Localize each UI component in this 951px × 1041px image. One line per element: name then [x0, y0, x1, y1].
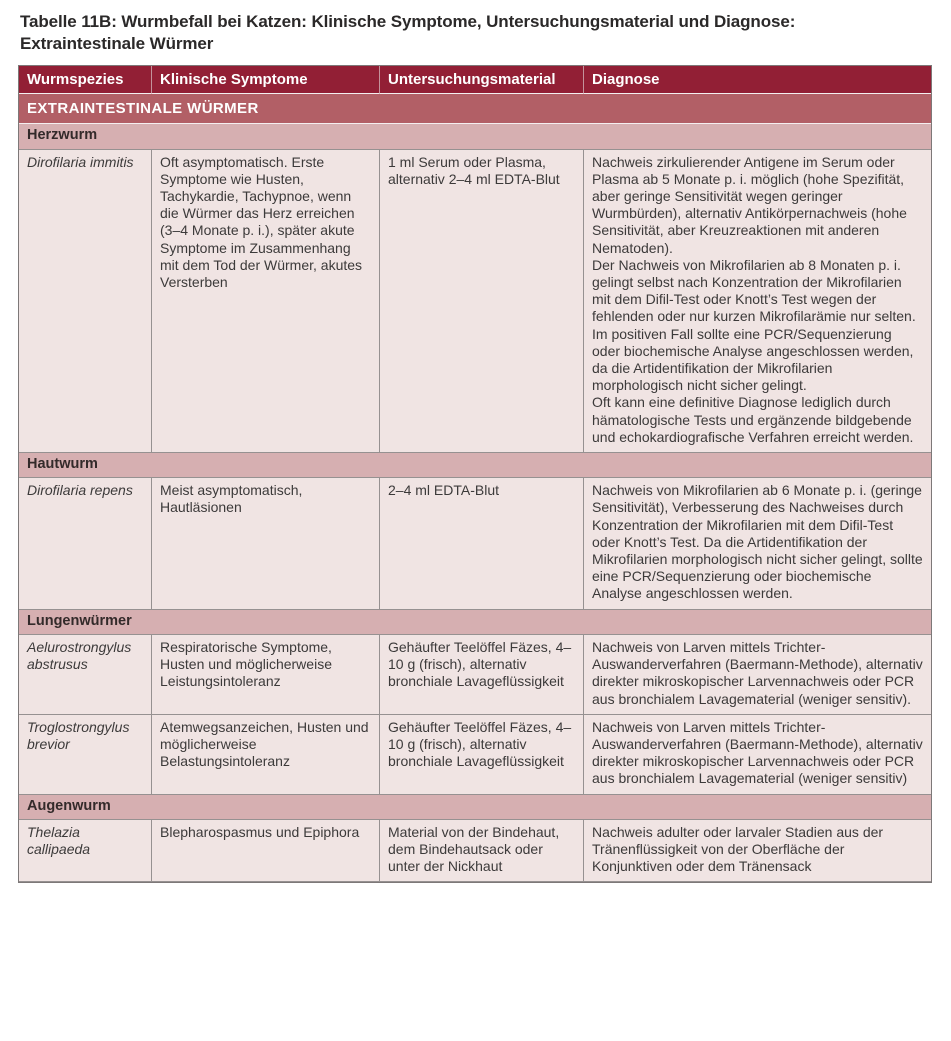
species-cell: Troglostrongylus brevior: [19, 715, 152, 795]
diagnosis-cell: [584, 635, 931, 715]
species-cell: Dirofilaria repens: [19, 478, 152, 609]
species-cell: Aelurostrongylus abstrusus: [19, 635, 152, 715]
section-label: Lungenwürmer: [19, 610, 931, 635]
diagnosis-cell: [584, 820, 931, 883]
table-header-row: [19, 66, 931, 94]
section-row-augenwurm: [19, 795, 931, 820]
diagnosis-cell: [584, 478, 931, 609]
diagnosis-paragraph: Nachweis zirkulierender Antigene im Serum oder Plasma ab 5 Monate p. i. möglich (hohe Spezifität, aber geringe Sensitivität wegen geringer Wurmbürden), alternativ Antikörpernachweis (hohe Sensitivität, aber Kreuzreaktionen mit anderen Nematoden).: [592, 153, 907, 256]
diagnosis-cell: [584, 715, 931, 795]
page-title-line-2: Extraintestinale Würmer: [20, 34, 214, 53]
material-cell: Material von der Bindehaut, dem Bindehautsack oder unter der Nickhaut: [380, 820, 584, 883]
section-row-lungenwuermer: [19, 610, 931, 635]
diagnosis-paragraph: Der Nachweis von Mikrofilarien ab 8 Monaten p. i. gelingt selbst nach Konzentration der Mikrofilarien mit dem Difil-Test oder Knott’s Test wegen der fehlenden oder nur kurzen Mikrofilarämie nur selten. Im positiven Fall sollte eine PCR/Sequenzierung oder biochemische Analyse angeschlossen werden, da die Artidentifikation der Mikrofilarien morphologisch nicht sicher gelingt.: [592, 256, 916, 394]
diagnosis-paragraph: Nachweis von Mikrofilarien ab 6 Monate p. i. (geringe Sensitivität), Verbesserung des Nachweises durch Konzentration der Mikrofilarien mit dem Difil-Test oder Knott’s Test. Da die Artidentifikation der Mikrofilarien morphologisch nicht sicher gelingt, sollte eine PCR/Sequenzierung oder biochemische Analyse angeschlossen werden.: [592, 482, 923, 602]
table-row-troglostrongylus-brevior: [19, 715, 931, 795]
table-row-aelurostrongylus-abstrusus: [19, 635, 931, 715]
species-cell: Dirofilaria immitis: [19, 150, 152, 453]
diagnosis-paragraph: Nachweis von Larven mittels Trichter-Auswanderverfahren (Baermann-Methode), alternativ direkter mikroskopischer Larvennachweis oder PCR aus bronchialem Lavagematerial (weniger sensitiv).: [592, 638, 923, 707]
material-cell: Gehäufter Teelöffel Fäzes, 4–10 g (frisch), alternativ bronchiale Lavageflüssigkeit: [380, 635, 584, 715]
material-cell: 2–4 ml EDTA-Blut: [380, 478, 584, 609]
table-row-dirofilaria-immitis: [19, 150, 931, 453]
diagnosis-paragraph: Nachweis adulter oder larvaler Stadien aus der Tränenflüssigkeit von der Oberfläche der Konjunktiven oder dem Tränensack: [592, 823, 884, 875]
page-title: [20, 11, 931, 55]
column-header-wurmspezies: Wurmspezies: [19, 66, 152, 94]
table-row-thelazia-callipaeda: [19, 820, 931, 883]
species-cell: Thelazia callipaeda: [19, 820, 152, 883]
section-label: Hautwurm: [19, 453, 931, 478]
group-header-label: EXTRAINTESTINALE WÜRMER: [19, 94, 931, 124]
section-label: Augenwurm: [19, 795, 931, 820]
document-page: [0, 11, 951, 1041]
worm-infestation-table: [18, 65, 932, 883]
section-row-herzwurm: [19, 124, 931, 149]
diagnosis-paragraph: Oft kann eine definitive Diagnose lediglich durch hämatologische Tests und ergänzende bildgebende und echokardiografische Verfahren erreicht werden.: [592, 394, 914, 445]
diagnosis-cell: [584, 150, 931, 453]
section-label: Herzwurm: [19, 124, 931, 149]
symptoms-cell: Respiratorische Symptome, Husten und möglicherweise Leistungsintoleranz: [152, 635, 380, 715]
group-header-row: [19, 94, 931, 124]
table-row-dirofilaria-repens: [19, 478, 931, 609]
column-header-klinische-symptome: Klinische Symptome: [152, 66, 380, 94]
symptoms-cell: Meist asymptomatisch, Hautläsionen: [152, 478, 380, 609]
column-header-untersuchungsmaterial: Untersuchungsmaterial: [380, 66, 584, 94]
section-row-hautwurm: [19, 453, 931, 478]
symptoms-cell: Oft asymptomatisch. Erste Symptome wie Husten, Tachykardie, Tachypnoe, wenn die Würmer das Herz erreichen (3–4 Monate p. i.), später akute Symptome im Zusammenhang mit dem Tod der Würmer, akutes Versterben: [152, 150, 380, 453]
material-cell: Gehäufter Teelöffel Fäzes, 4–10 g (frisch), alternativ bronchiale Lavageflüssigkeit: [380, 715, 584, 795]
page-title-line-1: Tabelle 11B: Wurmbefall bei Katzen: Klinische Symptome, Untersuchungsmaterial und Diagnose:: [20, 12, 796, 31]
diagnosis-paragraph: Nachweis von Larven mittels Trichter-Auswanderverfahren (Baermann-Methode), alternativ direkter mikroskopischer Larvennachweis oder PCR aus bronchialem Lavagematerial (weniger sensitiv): [592, 718, 923, 787]
symptoms-cell: Blepharospasmus und Epiphora: [152, 820, 380, 883]
column-header-diagnose: Diagnose: [584, 66, 931, 94]
material-cell: 1 ml Serum oder Plasma, alternativ 2–4 ml EDTA-Blut: [380, 150, 584, 453]
symptoms-cell: Atemwegsanzeichen, Husten und möglicherweise Belastungsintoleranz: [152, 715, 380, 795]
